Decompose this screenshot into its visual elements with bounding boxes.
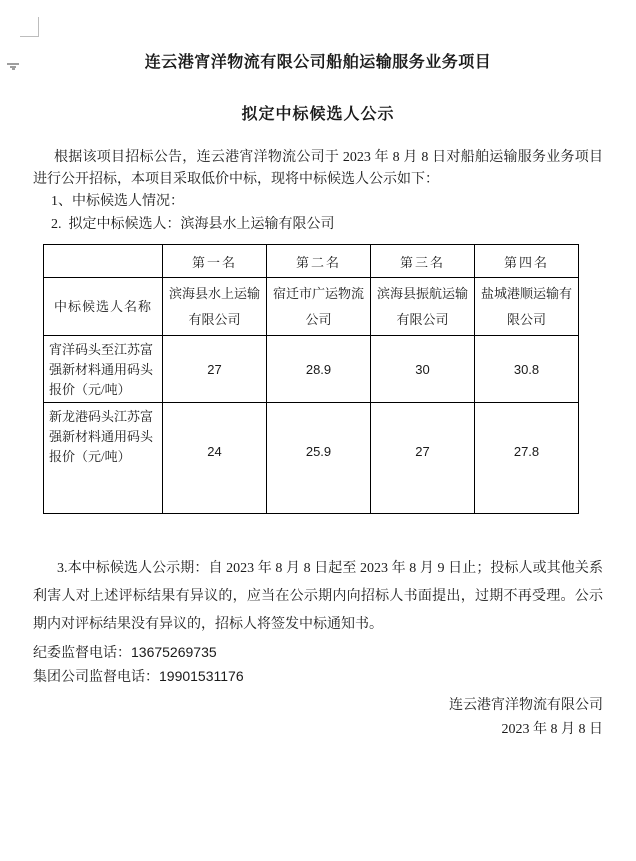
group-phone-line: [33, 665, 603, 689]
publicity-period-paragraph: 3.本中标候选人公示期：自 2023 年 8 月 8 日起至 2023 年 8 月 9 日止；投标人或其他关系利害人对上述评标结果有异议的，应当在公示期内向招标人书面提出，过期不再受理。公示期内对评标结果没有异议的，招标人将签发中标通知书。: [33, 561, 603, 632]
row-label-candidate-names: 中标候选人名称: [44, 278, 163, 336]
table-row-price-xinlonggang: [44, 403, 579, 514]
page-margin-corner-icon: [20, 17, 39, 37]
row-label-price-xinlonggang: 新龙港码头江苏富强新材料通用码头报价（元/吨）: [44, 403, 163, 514]
candidate-name-cell: 宿迁市广运物流公司: [267, 278, 371, 336]
price-cell: 27.8: [475, 403, 579, 514]
contact-block: [33, 641, 603, 689]
signature-company: 连云港宵洋物流有限公司: [449, 698, 603, 713]
table-row-candidate-names: [44, 278, 579, 336]
discipline-phone-line: [33, 641, 603, 665]
margin-marker-icon: [7, 63, 19, 71]
discipline-phone-number: 13675269735: [131, 644, 217, 660]
price-cell: 30.8: [475, 336, 579, 403]
price-cell: 24: [163, 403, 267, 514]
candidate-name-cell: 滨海县振航运输有限公司: [371, 278, 475, 336]
list-item-2: 2. 拟定中标候选人：滨海县水上运输有限公司: [51, 217, 335, 232]
table-header-row: [44, 245, 579, 278]
row-label-price-xiaoyang: 宵洋码头至江苏富强新材料通用码头报价（元/吨）: [44, 336, 163, 403]
rank-1-header: 第一名: [163, 245, 267, 278]
price-cell: 25.9: [267, 403, 371, 514]
intro-paragraph: 根据该项目招标公告，连云港宵洋物流公司于 2023 年 8 月 8 日对船舶运输服务业务项目进行公开招标，本项目采取低价中标，现将中标候选人公示如下：: [33, 150, 603, 187]
price-cell: 27: [163, 336, 267, 403]
list-item-1: 1、中标候选人情况：: [51, 194, 184, 209]
rank-4-header: 第四名: [475, 245, 579, 278]
signature-date: 2023 年 8 月 8 日: [501, 722, 603, 737]
price-cell: 27: [371, 403, 475, 514]
candidate-name-cell: 滨海县水上运输有限公司: [163, 278, 267, 336]
signature-block: [33, 694, 603, 742]
rank-3-header: 第三名: [371, 245, 475, 278]
group-phone-number: 19901531176: [159, 668, 244, 684]
document-subtitle: 拟定中标候选人公示: [241, 106, 395, 123]
price-cell: 28.9: [267, 336, 371, 403]
bid-candidates-table: [43, 244, 579, 514]
table-corner-cell: [44, 245, 163, 278]
discipline-phone-label: 纪委监督电话：: [33, 646, 131, 661]
document-title: 连云港宵洋物流有限公司船舶运输服务业务项目: [144, 54, 492, 71]
price-cell: 30: [371, 336, 475, 403]
group-phone-label: 集团公司监督电话：: [33, 670, 159, 685]
table-row-price-xiaoyang: [44, 336, 579, 403]
candidate-name-cell: 盐城港顺运输有限公司: [475, 278, 579, 336]
rank-2-header: 第二名: [267, 245, 371, 278]
